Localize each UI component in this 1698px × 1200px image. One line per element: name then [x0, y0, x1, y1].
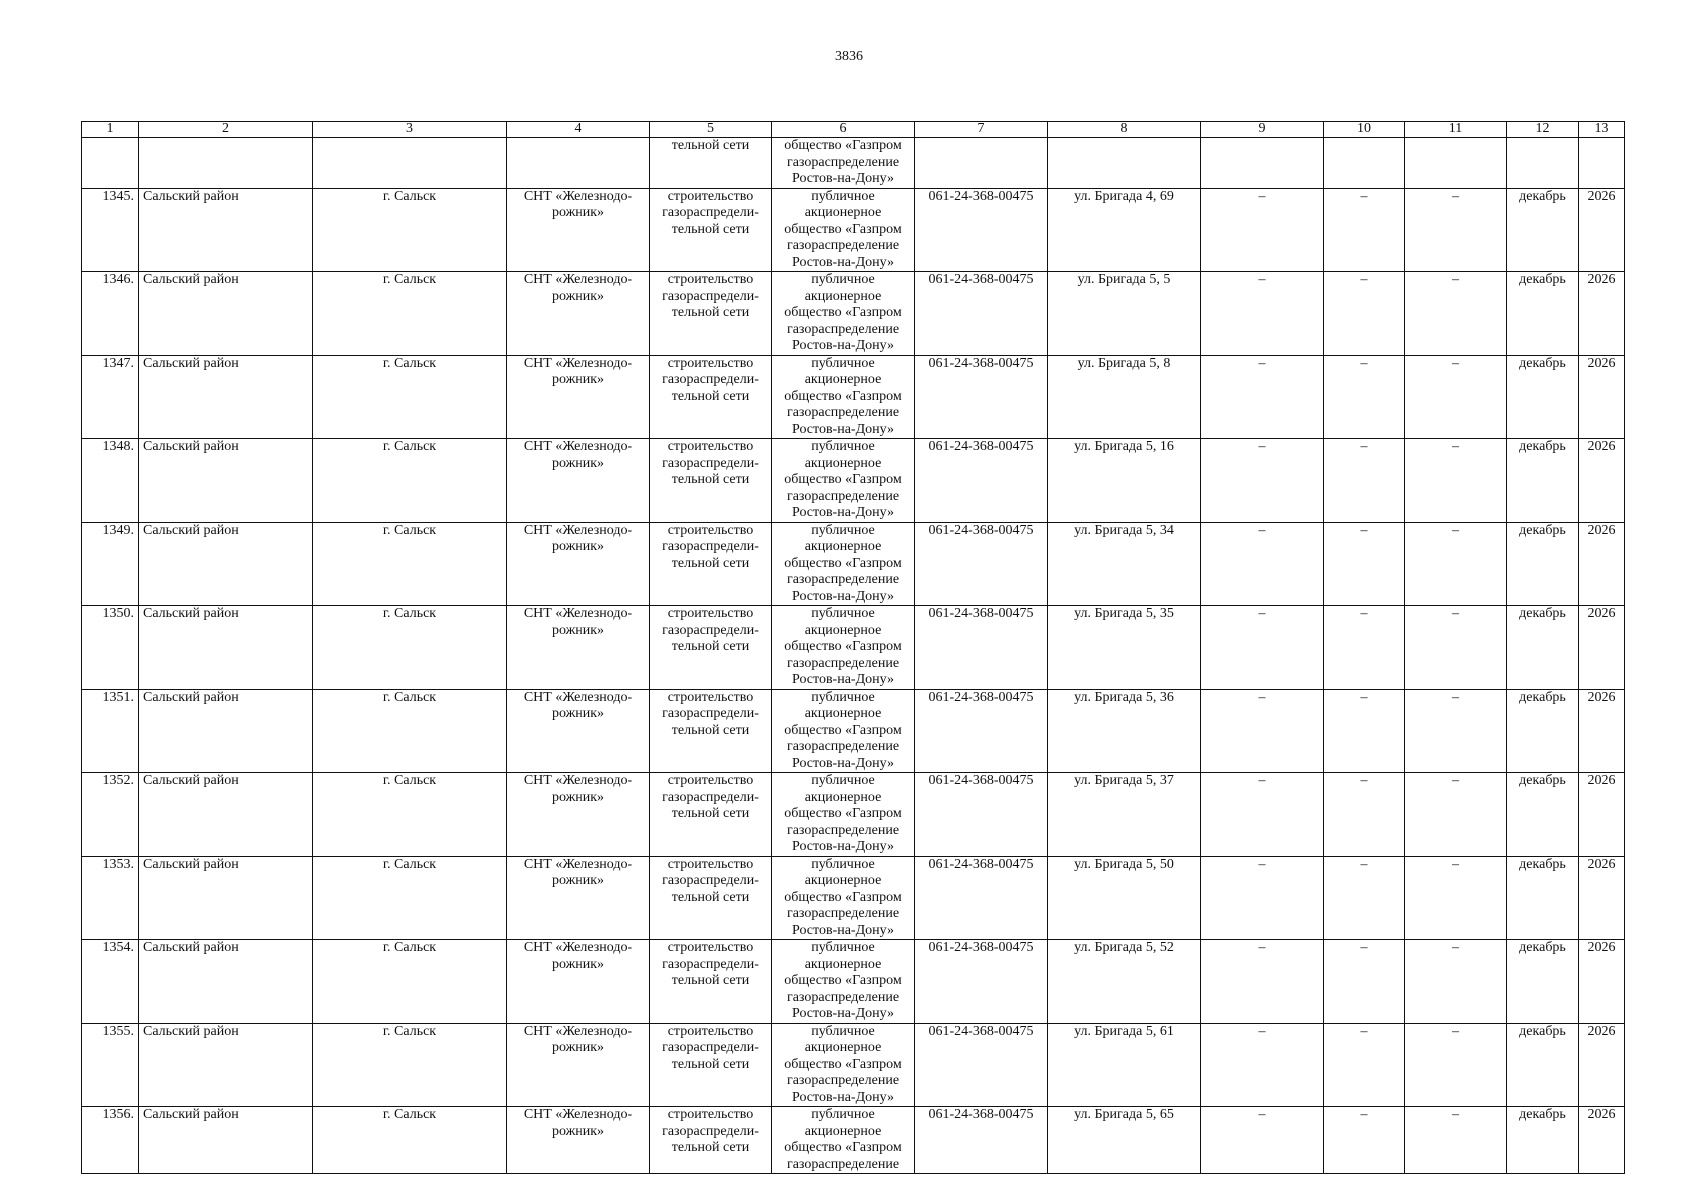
cell-city: г. Сальск — [313, 856, 507, 940]
cell — [1201, 138, 1324, 189]
cell-year: 2026 — [1579, 1107, 1625, 1174]
continuation-row — [82, 138, 1625, 189]
table-row — [82, 272, 1625, 356]
cell-year: 2026 — [1579, 355, 1625, 439]
cell-code: 061-24-368-00475 — [915, 773, 1048, 857]
cell-month: декабрь — [1507, 689, 1579, 773]
cell-address: ул. Бригада 4, 69 — [1048, 188, 1201, 272]
cell-work: строительство газораспредели- тельной сети — [650, 1107, 772, 1174]
cell-dash: – — [1201, 188, 1324, 272]
cell-year: 2026 — [1579, 188, 1625, 272]
cell-organization: публичное акционерное общество «Газпром газораспределение Ростов-на-Дону» — [772, 606, 915, 690]
cell-work: строительство газораспредели- тельной сети — [650, 773, 772, 857]
cell-district: Сальский район — [139, 439, 313, 523]
cell-dash: – — [1405, 272, 1507, 356]
registry-table — [81, 121, 1625, 1174]
column-header: 9 — [1201, 122, 1324, 138]
cell-month: декабрь — [1507, 355, 1579, 439]
cell-snt: СНТ «Железнодо- рожник» — [507, 1107, 650, 1174]
cell-dash: – — [1324, 689, 1405, 773]
cell-dash: – — [1405, 522, 1507, 606]
cell-address: ул. Бригада 5, 8 — [1048, 355, 1201, 439]
cell-address: ул. Бригада 5, 35 — [1048, 606, 1201, 690]
cell-organization: публичное акционерное общество «Газпром газораспределение Ростов-на-Дону» — [772, 272, 915, 356]
cell-code: 061-24-368-00475 — [915, 940, 1048, 1024]
cell-dash: – — [1201, 439, 1324, 523]
cell-district: Сальский район — [139, 773, 313, 857]
cell-district: Сальский район — [139, 355, 313, 439]
cell-dash: – — [1324, 188, 1405, 272]
cell-work: строительство газораспредели- тельной сети — [650, 439, 772, 523]
table-row — [82, 188, 1625, 272]
cell-dash: – — [1405, 856, 1507, 940]
cell-dash: – — [1405, 606, 1507, 690]
cell-address: ул. Бригада 5, 52 — [1048, 940, 1201, 1024]
cell-organization: публичное акционерное общество «Газпром газораспределение Ростов-на-Дону» — [772, 522, 915, 606]
cell-city: г. Сальск — [313, 439, 507, 523]
table-row — [82, 1023, 1625, 1107]
cell-city: г. Сальск — [313, 272, 507, 356]
cell-dash: – — [1405, 1107, 1507, 1174]
cell-snt: СНТ «Железнодо- рожник» — [507, 940, 650, 1024]
cell-number: 1352. — [82, 773, 139, 857]
cell — [1048, 138, 1201, 189]
cell-organization: публичное акционерное общество «Газпром газораспределение Ростов-на-Дону» — [772, 940, 915, 1024]
cell-district: Сальский район — [139, 689, 313, 773]
cell-work: строительство газораспредели- тельной сети — [650, 1023, 772, 1107]
cell-snt: СНТ «Железнодо- рожник» — [507, 272, 650, 356]
cell-address: ул. Бригада 5, 61 — [1048, 1023, 1201, 1107]
cell-number: 1351. — [82, 689, 139, 773]
cell — [1324, 138, 1405, 189]
table-row — [82, 689, 1625, 773]
cell — [82, 138, 139, 189]
column-header: 2 — [139, 122, 313, 138]
cell-dash: – — [1405, 1023, 1507, 1107]
cell-work: строительство газораспредели- тельной сети — [650, 689, 772, 773]
cell-work: строительство газораспредели- тельной сети — [650, 188, 772, 272]
cell-snt: СНТ «Железнодо- рожник» — [507, 188, 650, 272]
cell — [139, 138, 313, 189]
table-row — [82, 522, 1625, 606]
cell-organization: публичное акционерное общество «Газпром газораспределение Ростов-на-Дону» — [772, 1023, 915, 1107]
cell-dash: – — [1405, 773, 1507, 857]
cell-year: 2026 — [1579, 940, 1625, 1024]
cell-month: декабрь — [1507, 272, 1579, 356]
cell-number: 1346. — [82, 272, 139, 356]
column-header: 6 — [772, 122, 915, 138]
cell-dash: – — [1405, 355, 1507, 439]
cell-month: декабрь — [1507, 940, 1579, 1024]
cell-year: 2026 — [1579, 773, 1625, 857]
cell-district: Сальский район — [139, 606, 313, 690]
cell — [1405, 138, 1507, 189]
cell — [915, 138, 1048, 189]
cell-organization: публичное акционерное общество «Газпром газораспределение — [772, 1107, 915, 1174]
cell-district: Сальский район — [139, 522, 313, 606]
cell-organization: публичное акционерное общество «Газпром газораспределение Ростов-на-Дону» — [772, 355, 915, 439]
cell-city: г. Сальск — [313, 1107, 507, 1174]
cell-year: 2026 — [1579, 439, 1625, 523]
cell-address: ул. Бригада 5, 5 — [1048, 272, 1201, 356]
cell-code: 061-24-368-00475 — [915, 1107, 1048, 1174]
cell-month: декабрь — [1507, 522, 1579, 606]
column-header: 10 — [1324, 122, 1405, 138]
cell-number: 1355. — [82, 1023, 139, 1107]
cell-dash: – — [1405, 689, 1507, 773]
cell-code: 061-24-368-00475 — [915, 439, 1048, 523]
cell-year: 2026 — [1579, 856, 1625, 940]
cell-city: г. Сальск — [313, 606, 507, 690]
cell — [507, 138, 650, 189]
cell-month: декабрь — [1507, 773, 1579, 857]
table-row — [82, 856, 1625, 940]
cell-dash: – — [1405, 188, 1507, 272]
cell-organization: публичное акционерное общество «Газпром газораспределение Ростов-на-Дону» — [772, 689, 915, 773]
cell-snt: СНТ «Железнодо- рожник» — [507, 439, 650, 523]
cell-address: ул. Бригада 5, 37 — [1048, 773, 1201, 857]
cell-dash: – — [1405, 940, 1507, 1024]
cell-address: ул. Бригада 5, 16 — [1048, 439, 1201, 523]
cell-dash: – — [1324, 1023, 1405, 1107]
cell-dash: – — [1324, 522, 1405, 606]
cell-city: г. Сальск — [313, 773, 507, 857]
cell-work: строительство газораспредели- тельной сети — [650, 856, 772, 940]
column-number-row — [82, 122, 1625, 138]
cell-organization: публичное акционерное общество «Газпром газораспределение Ростов-на-Дону» — [772, 856, 915, 940]
cell-snt: СНТ «Железнодо- рожник» — [507, 1023, 650, 1107]
cell-code: 061-24-368-00475 — [915, 689, 1048, 773]
cell-dash: – — [1324, 439, 1405, 523]
cell-work: строительство газораспредели- тельной сети — [650, 355, 772, 439]
column-header: 4 — [507, 122, 650, 138]
cell-city: г. Сальск — [313, 1023, 507, 1107]
cell-number: 1354. — [82, 940, 139, 1024]
cell-code: 061-24-368-00475 — [915, 522, 1048, 606]
cell-dash: – — [1324, 272, 1405, 356]
cell-number: 1350. — [82, 606, 139, 690]
cell-address: ул. Бригада 5, 36 — [1048, 689, 1201, 773]
cell-snt: СНТ «Железнодо- рожник» — [507, 355, 650, 439]
cell-year: 2026 — [1579, 1023, 1625, 1107]
column-header: 7 — [915, 122, 1048, 138]
cell-district: Сальский район — [139, 856, 313, 940]
cell-snt: СНТ «Железнодо- рожник» — [507, 773, 650, 857]
cell-city: г. Сальск — [313, 355, 507, 439]
column-header: 3 — [313, 122, 507, 138]
cell-dash: – — [1201, 522, 1324, 606]
cell-number: 1353. — [82, 856, 139, 940]
cell-city: г. Сальск — [313, 188, 507, 272]
cell-work: тельной сети — [650, 138, 772, 189]
cell-district: Сальский район — [139, 1107, 313, 1174]
cell — [313, 138, 507, 189]
cell — [1507, 138, 1579, 189]
cell-code: 061-24-368-00475 — [915, 1023, 1048, 1107]
cell-work: строительство газораспредели- тельной сети — [650, 272, 772, 356]
table-row — [82, 940, 1625, 1024]
cell-number: 1345. — [82, 188, 139, 272]
cell-work: строительство газораспредели- тельной сети — [650, 522, 772, 606]
cell-dash: – — [1324, 940, 1405, 1024]
cell-dash: – — [1324, 355, 1405, 439]
cell-snt: СНТ «Железнодо- рожник» — [507, 522, 650, 606]
cell-city: г. Сальск — [313, 940, 507, 1024]
column-header: 8 — [1048, 122, 1201, 138]
cell-year: 2026 — [1579, 272, 1625, 356]
cell-dash: – — [1324, 773, 1405, 857]
cell-dash: – — [1201, 773, 1324, 857]
cell-snt: СНТ «Железнодо- рожник» — [507, 689, 650, 773]
cell-district: Сальский район — [139, 940, 313, 1024]
cell-organization: публичное акционерное общество «Газпром газораспределение Ростов-на-Дону» — [772, 773, 915, 857]
page-number: 3836 — [835, 49, 863, 64]
cell-organization: публичное акционерное общество «Газпром газораспределение Ростов-на-Дону» — [772, 439, 915, 523]
column-header: 5 — [650, 122, 772, 138]
cell-code: 061-24-368-00475 — [915, 188, 1048, 272]
cell-code: 061-24-368-00475 — [915, 856, 1048, 940]
cell-month: декабрь — [1507, 1023, 1579, 1107]
cell-address: ул. Бригада 5, 50 — [1048, 856, 1201, 940]
cell-snt: СНТ «Железнодо- рожник» — [507, 856, 650, 940]
table-row — [82, 439, 1625, 523]
cell-dash: – — [1405, 439, 1507, 523]
table-row — [82, 355, 1625, 439]
cell-month: декабрь — [1507, 606, 1579, 690]
cell-organization: общество «Газпром газораспределение Ростов-на-Дону» — [772, 138, 915, 189]
column-header: 13 — [1579, 122, 1625, 138]
cell-snt: СНТ «Железнодо- рожник» — [507, 606, 650, 690]
cell-address: ул. Бригада 5, 65 — [1048, 1107, 1201, 1174]
cell-month: декабрь — [1507, 856, 1579, 940]
cell-code: 061-24-368-00475 — [915, 606, 1048, 690]
cell-dash: – — [1324, 606, 1405, 690]
table-row — [82, 1107, 1625, 1174]
cell-organization: публичное акционерное общество «Газпром газораспределение Ростов-на-Дону» — [772, 188, 915, 272]
cell-dash: – — [1201, 689, 1324, 773]
cell-year: 2026 — [1579, 606, 1625, 690]
cell-month: декабрь — [1507, 1107, 1579, 1174]
cell-district: Сальский район — [139, 188, 313, 272]
cell-month: декабрь — [1507, 188, 1579, 272]
cell-number: 1348. — [82, 439, 139, 523]
cell-dash: – — [1201, 940, 1324, 1024]
cell-dash: – — [1201, 856, 1324, 940]
cell-year: 2026 — [1579, 689, 1625, 773]
cell-code: 061-24-368-00475 — [915, 355, 1048, 439]
cell-year: 2026 — [1579, 522, 1625, 606]
cell-address: ул. Бригада 5, 34 — [1048, 522, 1201, 606]
cell-district: Сальский район — [139, 1023, 313, 1107]
cell-dash: – — [1201, 272, 1324, 356]
cell-number: 1349. — [82, 522, 139, 606]
cell-dash: – — [1201, 1107, 1324, 1174]
cell — [1579, 138, 1625, 189]
cell-number: 1356. — [82, 1107, 139, 1174]
cell-dash: – — [1201, 355, 1324, 439]
column-header: 11 — [1405, 122, 1507, 138]
cell-district: Сальский район — [139, 272, 313, 356]
table-row — [82, 606, 1625, 690]
cell-work: строительство газораспредели- тельной сети — [650, 940, 772, 1024]
cell-dash: – — [1324, 1107, 1405, 1174]
cell-work: строительство газораспредели- тельной сети — [650, 606, 772, 690]
cell-city: г. Сальск — [313, 689, 507, 773]
cell-code: 061-24-368-00475 — [915, 272, 1048, 356]
cell-dash: – — [1201, 606, 1324, 690]
table-row — [82, 773, 1625, 857]
cell-month: декабрь — [1507, 439, 1579, 523]
cell-dash: – — [1201, 1023, 1324, 1107]
cell-city: г. Сальск — [313, 522, 507, 606]
column-header: 12 — [1507, 122, 1579, 138]
cell-number: 1347. — [82, 355, 139, 439]
column-header: 1 — [82, 122, 139, 138]
cell-dash: – — [1324, 856, 1405, 940]
